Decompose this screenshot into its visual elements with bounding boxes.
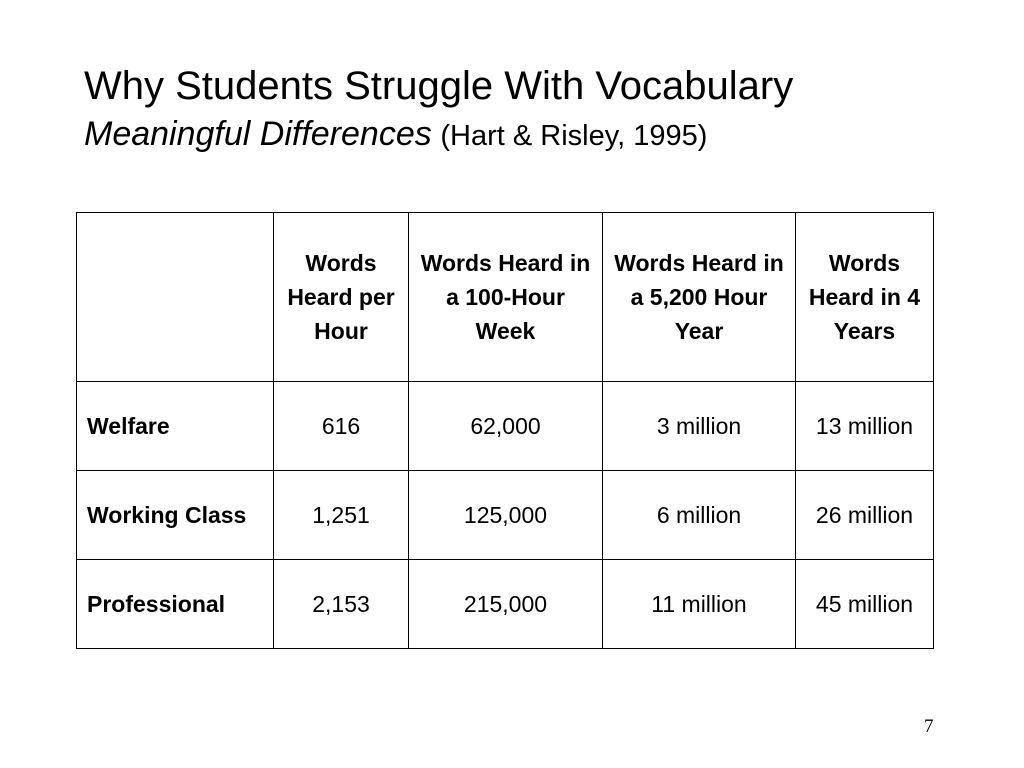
page-number: 7 bbox=[924, 716, 934, 737]
row-label: Welfare bbox=[77, 382, 274, 471]
header-cell-per-year: Words Heard in a 5,200 Hour Year bbox=[603, 213, 796, 382]
cell-per-hour: 1,251 bbox=[274, 471, 409, 560]
header-cell-per-week: Words Heard in a 100-Hour Week bbox=[409, 213, 603, 382]
header-cell-empty bbox=[77, 213, 274, 382]
cell-per-week: 62,000 bbox=[409, 382, 603, 471]
cell-per-week: 215,000 bbox=[409, 560, 603, 649]
table-row bbox=[77, 471, 934, 560]
cell-four-years: 13 million bbox=[796, 382, 934, 471]
header-cell-per-hour: Words Heard per Hour bbox=[274, 213, 409, 382]
slide-subtitle bbox=[84, 114, 707, 156]
cell-per-week: 125,000 bbox=[409, 471, 603, 560]
table-row bbox=[77, 560, 934, 649]
cell-per-hour: 616 bbox=[274, 382, 409, 471]
cell-per-year: 11 million bbox=[603, 560, 796, 649]
table-row bbox=[77, 382, 934, 471]
cell-per-year: 6 million bbox=[603, 471, 796, 560]
cell-per-hour: 2,153 bbox=[274, 560, 409, 649]
slide-title: Why Students Struggle With Vocabulary bbox=[84, 64, 794, 108]
cell-four-years: 45 million bbox=[796, 560, 934, 649]
cell-four-years: 26 million bbox=[796, 471, 934, 560]
header-cell-four-years: Words Heard in 4 Years bbox=[796, 213, 934, 382]
subtitle-book-title: Meaningful Differences bbox=[84, 115, 432, 153]
table-header-row bbox=[77, 213, 934, 382]
cell-per-year: 3 million bbox=[603, 382, 796, 471]
subtitle-citation: (Hart & Risley, 1995) bbox=[440, 120, 708, 152]
row-label: Professional bbox=[77, 560, 274, 649]
vocabulary-table bbox=[76, 212, 934, 649]
row-label: Working Class bbox=[77, 471, 274, 560]
